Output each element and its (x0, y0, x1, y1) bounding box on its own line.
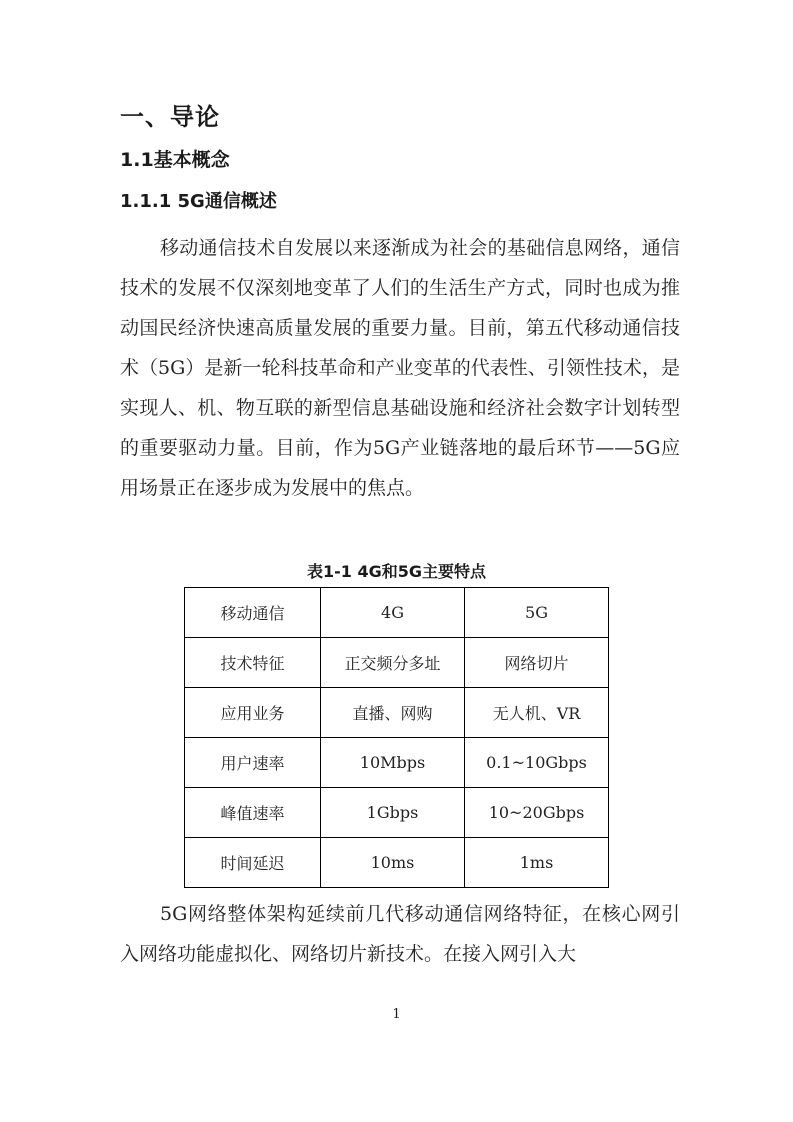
table-cell: 无人机、VR (465, 688, 609, 738)
table-cell: 移动通信 (185, 588, 321, 638)
table-cell: 1Gbps (321, 788, 465, 838)
table-cell: 应用业务 (185, 688, 321, 738)
table-cell: 10Mbps (321, 738, 465, 788)
subsection-heading: 1.1.1 5G通信概述 (120, 191, 277, 212)
table-row (185, 788, 609, 838)
table-cell: 4G (321, 588, 465, 638)
table-cell: 0.1~10Gbps (465, 738, 609, 788)
table-cell: 用户速率 (185, 738, 321, 788)
table-cell: 10ms (321, 838, 465, 888)
intro-paragraph: 移动通信技术自发展以来逐渐成为社会的基础信息网络，通信技术的发展不仅深刻地变革了人们的生活生产方式，同时也成为推动国民经济快速高质量发展的重要力量。目前，第五代移动通信技术（5G）是新一轮科技革命和产业变革的代表性、引领性技术，是实现人、机、物互联的新型信息基础设施和经济社会数字计划转型的重要驱动力量。目前，作为5G产业链落地的最后环节——5G应用场景正在逐步成为发展中的焦点。 (120, 237, 680, 499)
architecture-paragraph: 5G网络整体架构延续前几代移动通信网络特征，在核心网引入网络功能虚拟化、网络切片新技术。在接入网引入大 (120, 903, 680, 965)
table-cell: 峰值速率 (185, 788, 321, 838)
table-cell: 直播、网购 (321, 688, 465, 738)
table-row (185, 688, 609, 738)
table-cell: 时间延迟 (185, 838, 321, 888)
table-caption: 表1-1 4G和5G主要特点 (306, 562, 486, 581)
table-row (185, 588, 609, 638)
page-number: 1 (392, 1007, 401, 1022)
comparison-table (184, 587, 609, 888)
table-cell: 5G (465, 588, 609, 638)
chapter-heading: 一、导论 (120, 103, 220, 131)
section-heading: 1.1基本概念 (120, 149, 230, 171)
table-cell: 网络切片 (465, 638, 609, 688)
table-cell: 正交频分多址 (321, 638, 465, 688)
table-row (185, 738, 609, 788)
table-cell: 1ms (465, 838, 609, 888)
table-row (185, 638, 609, 688)
table-row (185, 838, 609, 888)
table-cell: 10~20Gbps (465, 788, 609, 838)
table-cell: 技术特征 (185, 638, 321, 688)
